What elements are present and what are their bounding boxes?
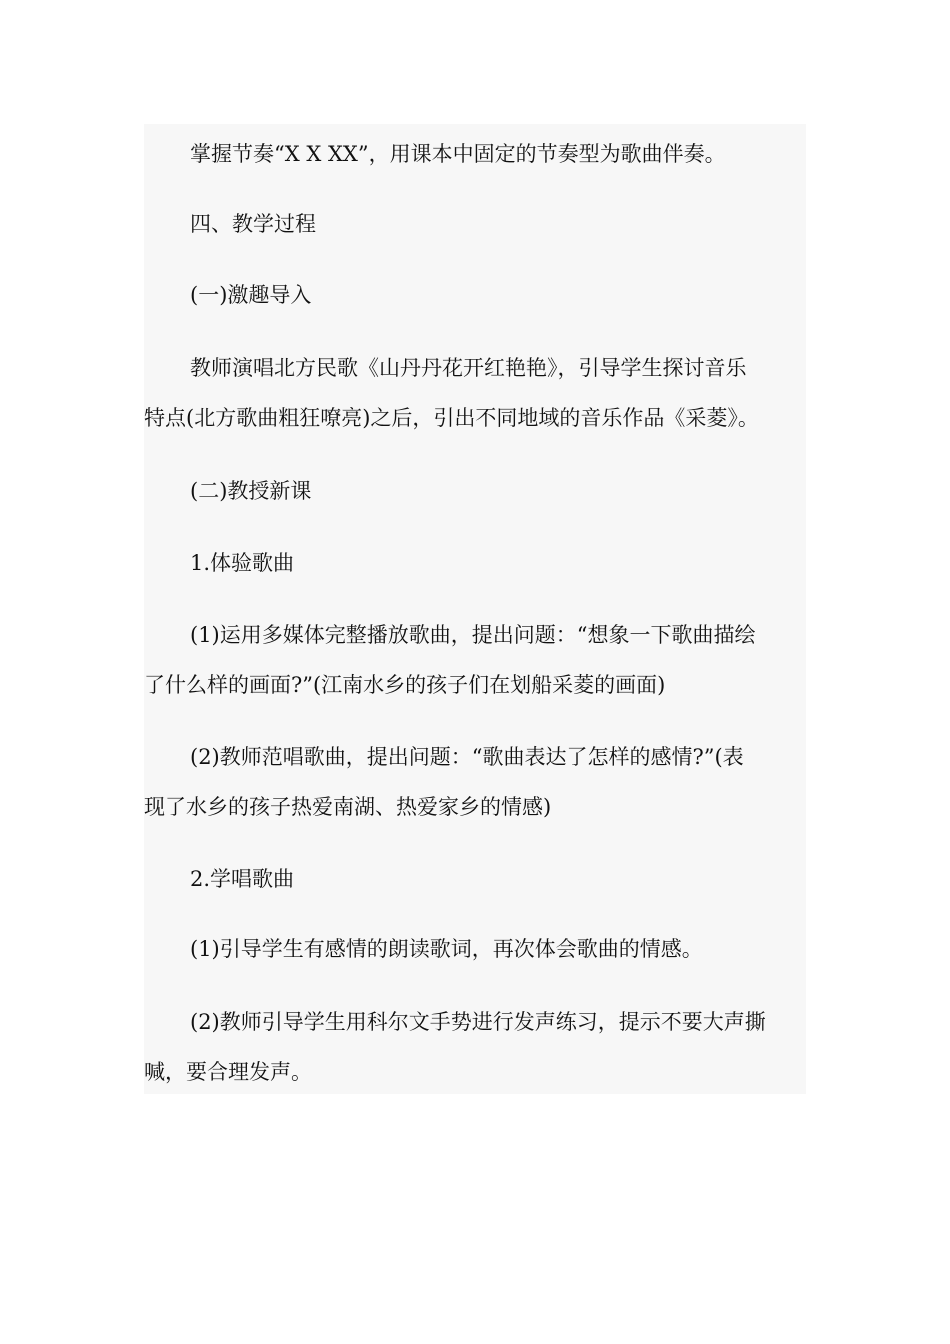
paragraph-step2-line-1: (2)教师范唱歌曲，提出问题：“歌曲表达了怎样的感情?”(表 [190,745,744,769]
paragraph-step1-line-2: 了什么样的画面?”(江南水乡的孩子们在划船采菱的画面) [144,673,666,697]
subheading-learn-song: 2.学唱歌曲 [190,867,295,891]
paragraph-step2-line-2: 现了水乡的孩子热爱南湖、热爱家乡的情感) [144,795,552,819]
paragraph-intro-line-1: 教师演唱北方民歌《山丹丹花开红艳艳》，引导学生探讨音乐 [190,356,747,380]
paragraph-learn-step1: (1)引导学生有感情的朗读歌词，再次体会歌曲的情感。 [190,937,703,961]
paragraph-step1-line-1: (1)运用多媒体完整播放歌曲，提出问题：“想象一下歌曲描绘 [190,623,756,647]
paragraph-intro-line-2: 特点(北方歌曲粗狂嘹亮)之后，引出不同地域的音乐作品《采菱》。 [144,406,759,430]
document-text-block [144,124,806,1094]
subheading-experience-song: 1.体验歌曲 [190,551,295,575]
paragraph-learn-step2-line-2: 喊，要合理发声。 [144,1060,312,1084]
subheading-new-lesson: (二)教授新课 [190,479,312,503]
subheading-introduction: (一)激趣导入 [190,283,312,307]
paragraph-rhythm: 掌握节奏“X X XX”，用课本中固定的节奏型为歌曲伴奏。 [190,142,726,166]
section-heading-teaching-process: 四、教学过程 [190,212,316,236]
paragraph-learn-step2-line-1: (2)教师引导学生用科尔文手势进行发声练习，提示不要大声撕 [190,1010,766,1034]
